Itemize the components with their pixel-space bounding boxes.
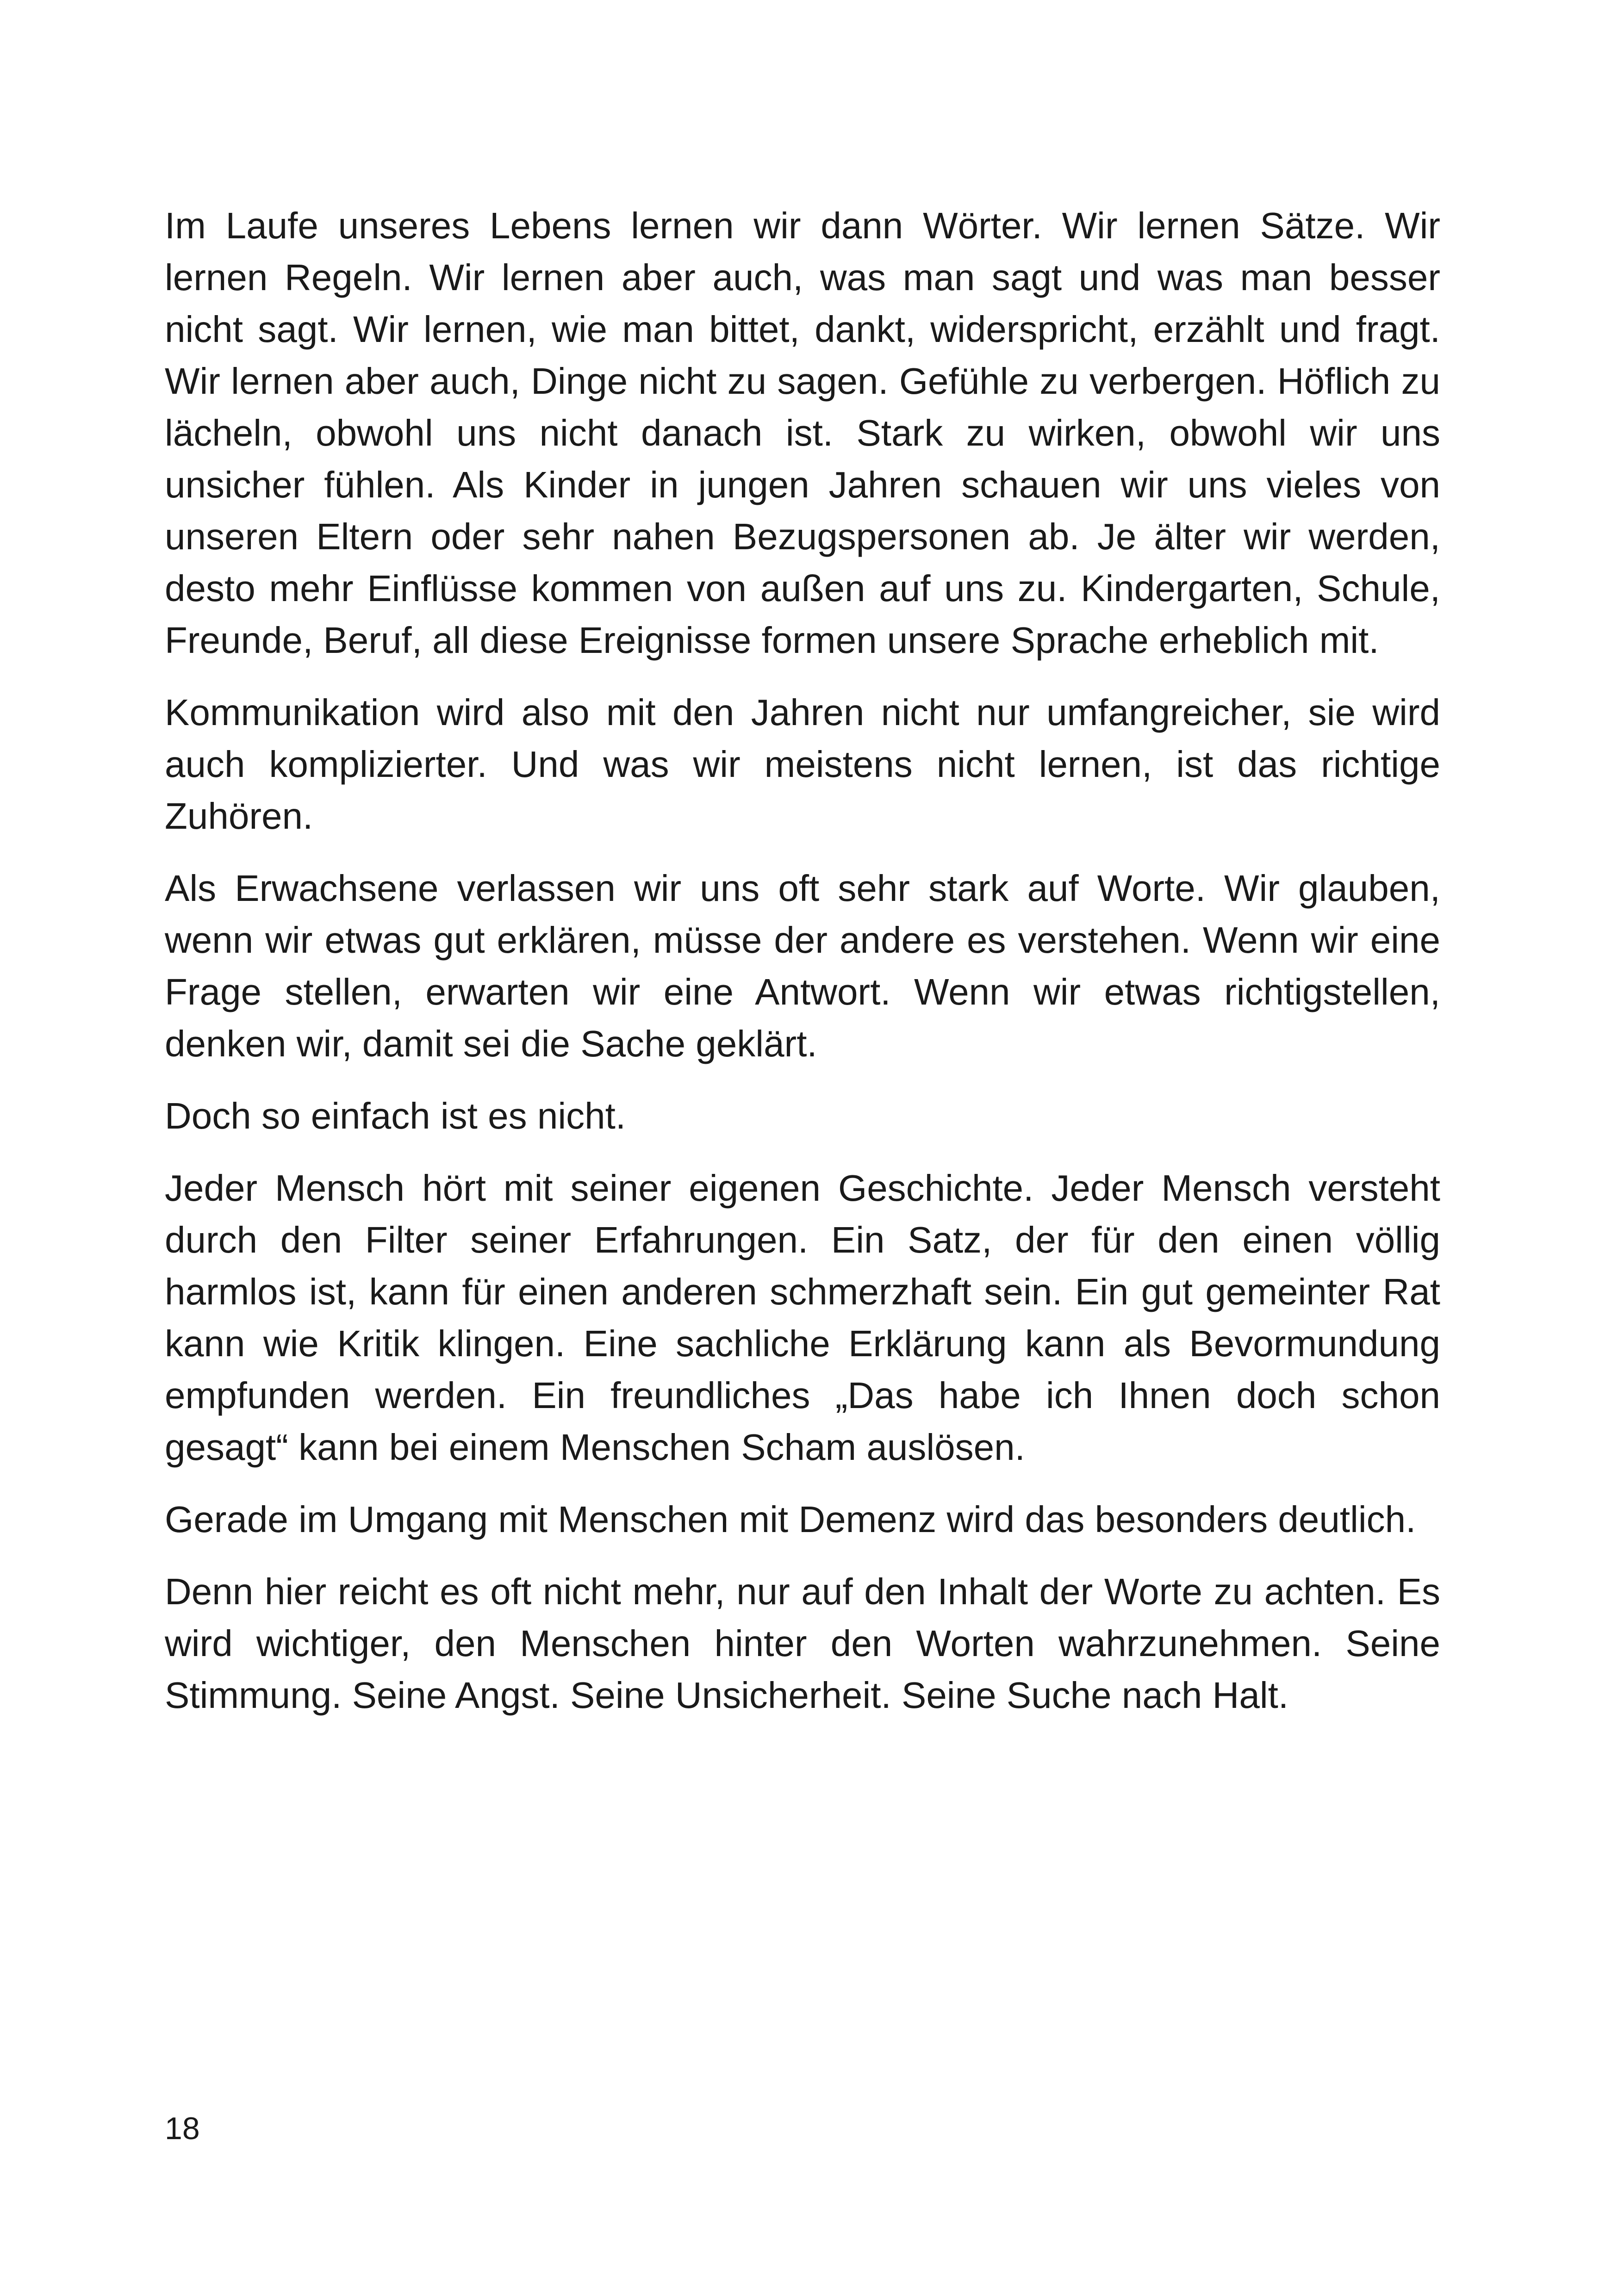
paragraph-3: Als Erwachsene verlassen wir uns oft sehr stark auf Worte. Wir glauben, wenn wir etwas gut erklären, müsse der andere es verstehen. Wenn wir eine Frage stellen, erwarten wir eine Antwort. Wenn wir etwas richtigstellen, denken wir, damit sei die Sache geklärt. [165,868,1440,1064]
paragraph-5: Jeder Mensch hört mit seiner eigenen Geschichte. Jeder Mensch versteht durch den Filter seiner Erfahrungen. Ein Satz, der für den einen völlig harmlos ist, kann für einen anderen schmerzhaft sein. Ein gut gemeinter Rat kann wie Kritik klingen. Eine sachliche Erklärung kann als Bevormundung empfunden werden. Ein freundliches „Das habe ich Ihnen doch schon gesagt“ kann bei einem Menschen Scham auslösen. [165,1167,1440,1468]
page-number: 18 [165,2111,200,2146]
paragraph-7: Denn hier reicht es oft nicht mehr, nur auf den Inhalt der Worte zu achten. Es wird wichtiger, den Menschen hinter den Worten wahrzunehmen. Seine Stimmung. Seine Angst. Seine Unsicherheit. Seine Suche nach Halt. [165,1571,1440,1716]
paragraph-1: Im Laufe unseres Lebens lernen wir dann Wörter. Wir lernen Sätze. Wir lernen Regeln. Wir lernen aber auch, was man sagt und was man besser nicht sagt. Wir lernen, wie man bittet, dankt, widerspricht, erzählt und fragt. Wir lernen aber auch, Dinge nicht zu sagen. Gefühle zu verbergen. Höflich zu lächeln, obwohl uns nicht danach ist. Stark zu wirken, obwohl wir uns unsicher fühlen. Als Kinder in jungen Jahren schauen wir uns vieles von unseren Eltern oder sehr nahen Bezugspersonen ab. Je älter wir werden, desto mehr Einflüsse kommen von außen auf uns zu. Kindergarten, Schule, Freunde, Beruf, all diese Ereignisse formen unsere Sprache erheblich mit. [165,205,1440,661]
paragraph-2: Kommunikation wird also mit den Jahren nicht nur umfangreicher, sie wird auch komplizierter. Und was wir meistens nicht lernen, ist das richtige Zuhören. [165,692,1440,837]
paragraph-6: Gerade im Umgang mit Menschen mit Demenz wird das besonders deutlich. [165,1499,1416,1540]
body-text [165,200,1440,1742]
paragraph-4: Doch so einfach ist es nicht. [165,1095,626,1136]
